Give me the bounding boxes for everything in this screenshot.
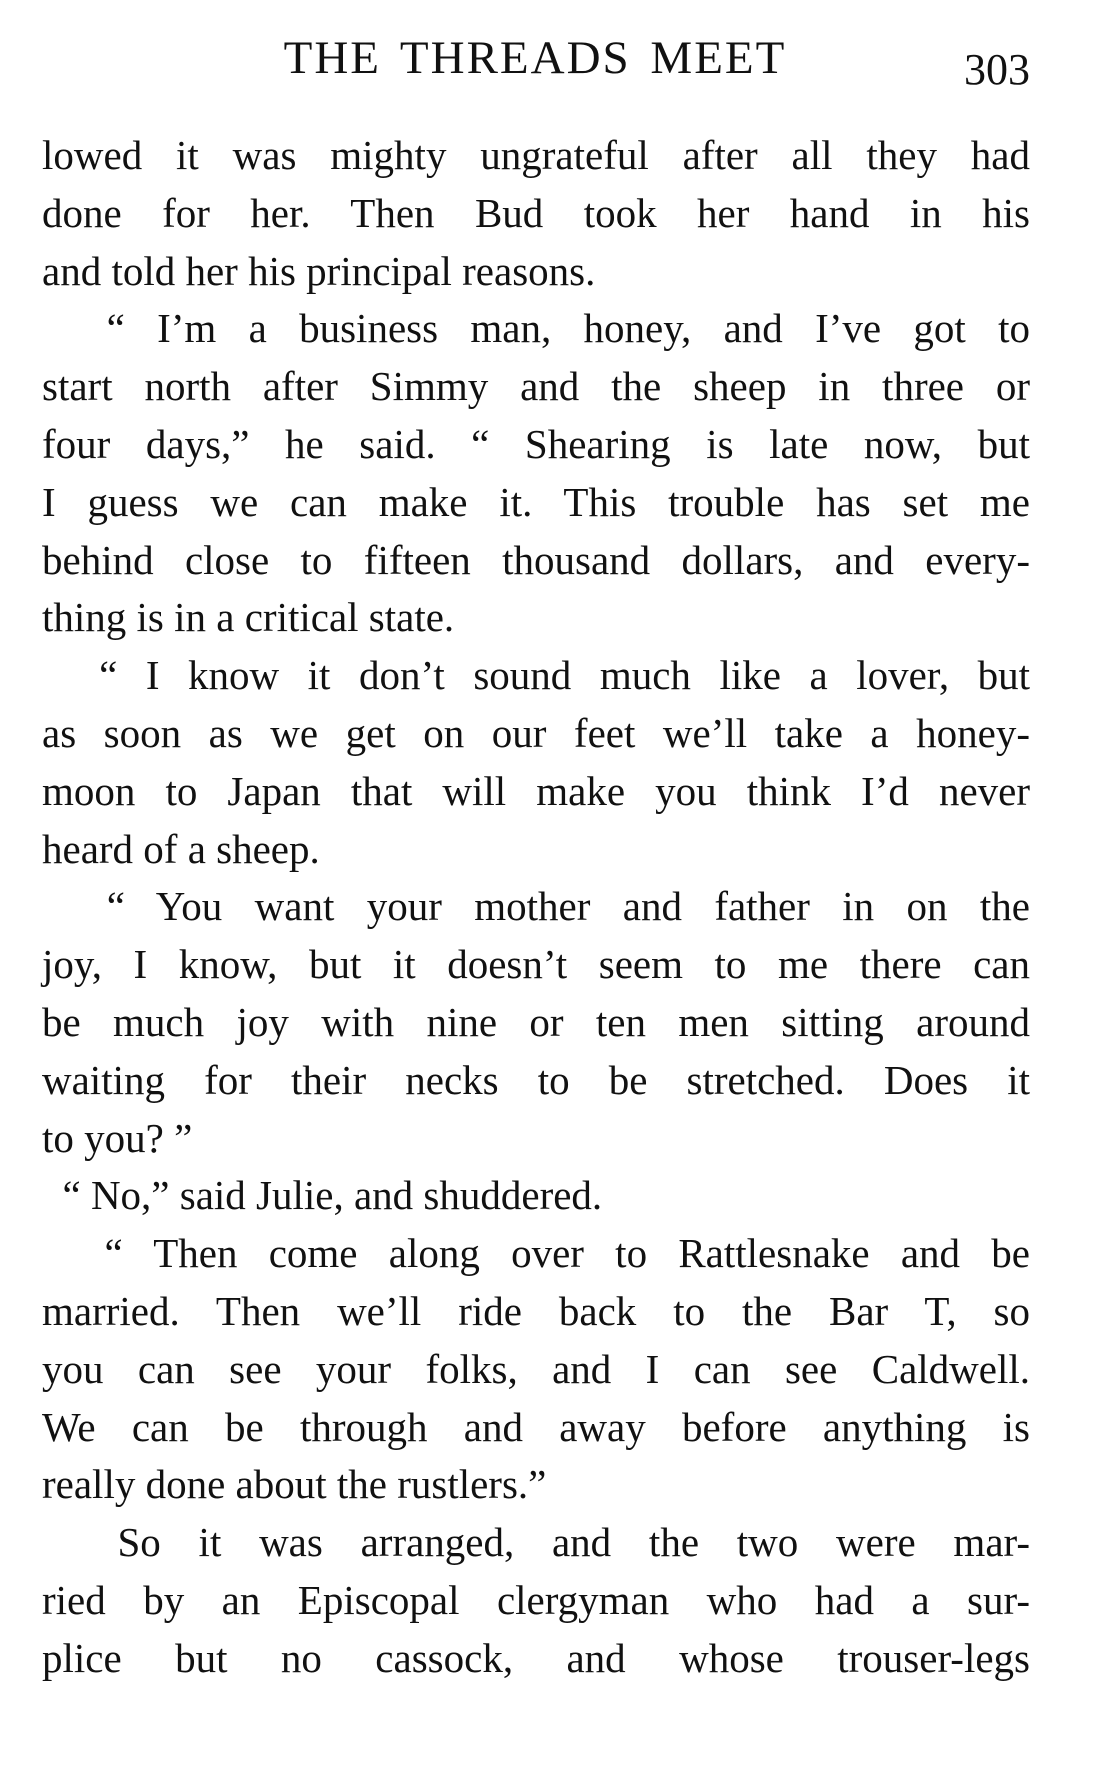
text-line: start north after Simmy and the sheep in three or [42, 363, 1030, 410]
text-line: So it was arranged, and the two were mar- [42, 1519, 1030, 1566]
text-line: We can be through and away before anything is [42, 1403, 1030, 1450]
running-head [40, 28, 1030, 98]
text-line: I guess we can make it. This trouble has set me [42, 478, 1030, 525]
text-line: and told her his principal reasons. [42, 247, 596, 294]
text-line: as soon as we get on our feet we’ll take a honey- [42, 709, 1030, 756]
text-line: joy, I know, but it doesn’t seem to me there can [42, 941, 1030, 988]
text-line: ried by an Episcopal clergyman who had a sur- [42, 1576, 1030, 1623]
text-line: to you? ” [42, 1114, 193, 1161]
page-number: 303 [964, 45, 1030, 94]
text-line: “ I’m a business man, honey, and I’ve got to [42, 305, 1030, 352]
body-text [42, 127, 1030, 1688]
text-line: behind close to fifteen thousand dollars, and every- [42, 536, 1030, 583]
text-line: really done about the rustlers.” [42, 1461, 547, 1508]
text-line: “ I know it don’t sound much like a lover, but [42, 652, 1030, 699]
running-title: THE THREADS MEET [283, 32, 787, 84]
text-line: heard of a sheep. [42, 825, 320, 872]
text-line: done for her. Then Bud took her hand in his [42, 189, 1030, 236]
text-line: waiting for their necks to be stretched. Does it [42, 1056, 1030, 1103]
text-line: lowed it was mighty ungrateful after all they had [42, 132, 1030, 178]
text-line: four days,” he said. “ Shearing is late now, but [42, 420, 1030, 467]
text-line: you can see your folks, and I can see Caldwell. [42, 1345, 1030, 1392]
text-line: married. Then we’ll ride back to the Bar T, so [42, 1287, 1030, 1334]
text-line: “ You want your mother and father in on the [42, 883, 1030, 930]
text-line: plice but no cassock, and whose trouser-legs [42, 1634, 1030, 1681]
text-line: thing is in a critical state. [42, 594, 455, 641]
text-line: “ No,” said Julie, and shuddered. [42, 1172, 603, 1219]
text-line: be much joy with nine or ten men sitting around [42, 998, 1030, 1045]
text-line: “ Then come along over to Rattlesnake and be [42, 1230, 1030, 1277]
text-line: moon to Japan that will make you think I’d never [42, 767, 1030, 814]
